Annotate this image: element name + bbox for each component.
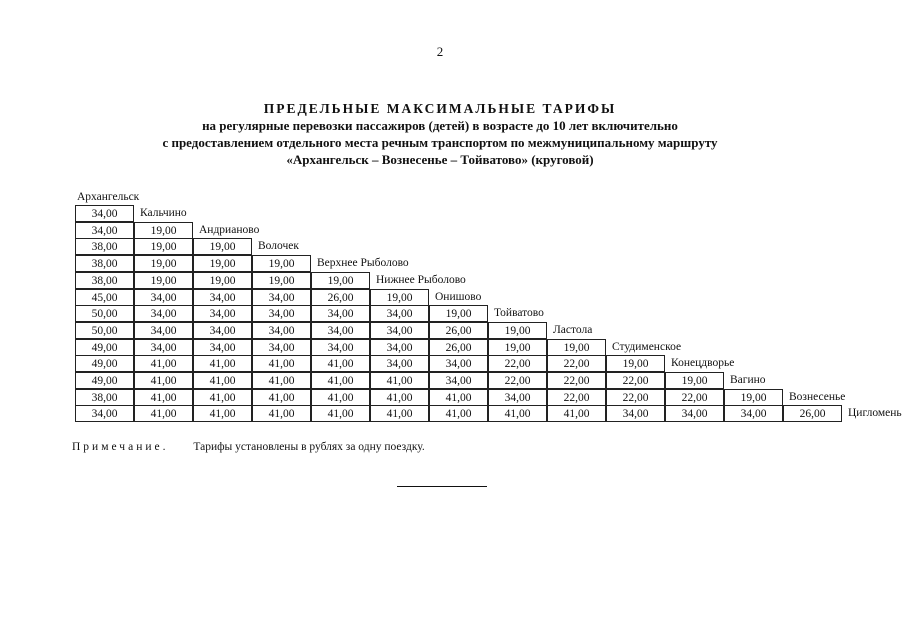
fare-cell: 34,00 [488,389,547,406]
fare-cell: 26,00 [429,322,488,339]
fare-cell: 34,00 [75,405,134,422]
fare-cell: 19,00 [311,272,370,289]
page-number: 2 [436,44,444,59]
fare-cell: 41,00 [193,372,252,389]
station-label: Цигломень [848,407,902,420]
station-label: Архангельск [77,191,140,203]
fare-cell: 34,00 [75,222,134,239]
fare-cell: 41,00 [193,355,252,372]
station-label: Андрианово [199,223,260,236]
station-label: Ластола [553,323,593,336]
fare-cell: 34,00 [252,339,311,356]
fare-cell: 22,00 [488,372,547,389]
fare-cell: 22,00 [488,355,547,372]
note-text: Тарифы установлены в рублях за одну поездку. [193,441,425,453]
fare-cell: 41,00 [252,372,311,389]
fare-cell: 26,00 [783,405,842,422]
fare-cell: 41,00 [311,405,370,422]
fare-cell: 22,00 [606,372,665,389]
fare-cell: 34,00 [370,355,429,372]
fare-cell: 41,00 [547,405,606,422]
fare-cell: 34,00 [311,322,370,339]
station-label: Волочек [258,240,299,253]
fare-cell: 19,00 [134,272,193,289]
fare-cell: 34,00 [665,405,724,422]
fare-cell: 19,00 [193,238,252,255]
fare-cell: 19,00 [606,355,665,372]
end-rule [397,486,487,487]
fare-cell: 50,00 [75,322,134,339]
fare-cell: 41,00 [134,389,193,406]
fare-cell: 22,00 [547,372,606,389]
fare-cell: 41,00 [429,405,488,422]
fare-cell: 49,00 [75,372,134,389]
station-label: Тойватово [494,307,544,320]
fare-cell: 45,00 [75,289,134,306]
fare-cell: 41,00 [193,405,252,422]
fare-cell: 49,00 [75,339,134,356]
station-label: Вагино [730,374,766,386]
fare-cell: 41,00 [488,405,547,422]
fare-cell: 34,00 [252,305,311,322]
fare-cell: 34,00 [252,289,311,306]
fare-cell: 34,00 [193,322,252,339]
fare-cell: 34,00 [193,289,252,306]
fare-cell: 22,00 [665,389,724,406]
fare-cell: 19,00 [724,389,783,406]
fare-cell: 34,00 [311,339,370,356]
fare-cell: 19,00 [370,289,429,306]
title-line-1: ПРЕДЕЛЬНЫЕ МАКСИМАЛЬНЫЕ ТАРИФЫ [263,101,617,116]
fare-cell: 41,00 [311,355,370,372]
fare-cell: 34,00 [134,305,193,322]
fare-cell: 34,00 [429,372,488,389]
fare-cell: 34,00 [370,339,429,356]
fare-cell: 26,00 [311,289,370,306]
title-line-4: «Архангельск – Вознесенье – Тойватово» (круговой) [286,152,594,167]
fare-cell: 19,00 [429,305,488,322]
fare-cell: 34,00 [193,339,252,356]
fare-cell: 50,00 [75,305,134,322]
fare-cell: 41,00 [193,389,252,406]
fare-cell: 26,00 [429,339,488,356]
fare-cell: 34,00 [134,339,193,356]
fare-cell: 41,00 [134,405,193,422]
fare-cell: 34,00 [252,322,311,339]
fare-cell: 41,00 [252,405,311,422]
station-label: Студименское [612,340,682,353]
fare-cell: 19,00 [193,272,252,289]
fare-cell: 41,00 [134,372,193,389]
fare-cell: 38,00 [75,272,134,289]
fare-cell: 34,00 [134,322,193,339]
fare-cell: 41,00 [252,355,311,372]
fare-cell: 34,00 [429,355,488,372]
fare-cell: 38,00 [75,389,134,406]
fare-cell: 41,00 [370,405,429,422]
title-line-3: с предоставлением отдельного места речным транспортом по межмуниципальному маршруту [162,135,718,150]
note [72,441,425,453]
fare-cell: 22,00 [547,389,606,406]
station-label: Вознесенье [789,390,846,403]
station-label: Нижнее Рыболово [376,273,466,286]
fare-cell: 49,00 [75,355,134,372]
fare-cell: 19,00 [134,222,193,239]
fare-cell: 19,00 [134,255,193,272]
title-line-2: на регулярные перевозки пассажиров (детей) в возрасте до 10 лет включительно [202,118,678,133]
fare-cell: 34,00 [724,405,783,422]
fare-cell: 19,00 [134,238,193,255]
fare-cell: 34,00 [370,322,429,339]
fare-cell: 41,00 [252,389,311,406]
station-label: Верхнее Рыболово [317,257,409,270]
fare-cell: 19,00 [193,255,252,272]
fare-cell: 19,00 [547,339,606,356]
fare-cell: 41,00 [429,389,488,406]
fare-cell: 19,00 [252,255,311,272]
fare-cell: 41,00 [370,389,429,406]
station-label: Кальчино [140,207,187,219]
fare-cell: 41,00 [311,372,370,389]
fare-cell: 34,00 [75,205,134,222]
fare-cell: 22,00 [606,389,665,406]
fare-cell: 34,00 [370,305,429,322]
fare-cell: 34,00 [606,405,665,422]
fare-cell: 41,00 [311,389,370,406]
fare-cell: 19,00 [488,322,547,339]
fare-cell: 41,00 [370,372,429,389]
fare-cell: 19,00 [252,272,311,289]
note-label: Примечание. [72,441,169,453]
fare-cell: 41,00 [134,355,193,372]
fare-cell: 34,00 [311,305,370,322]
fare-cell: 38,00 [75,238,134,255]
fare-cell: 19,00 [665,372,724,389]
fare-cell: 38,00 [75,255,134,272]
fare-cell: 19,00 [488,339,547,356]
fare-cell: 22,00 [547,355,606,372]
fare-cell: 34,00 [134,289,193,306]
fare-cell: 34,00 [193,305,252,322]
station-label: Конецдворье [671,357,735,370]
station-label: Онишово [435,290,482,303]
